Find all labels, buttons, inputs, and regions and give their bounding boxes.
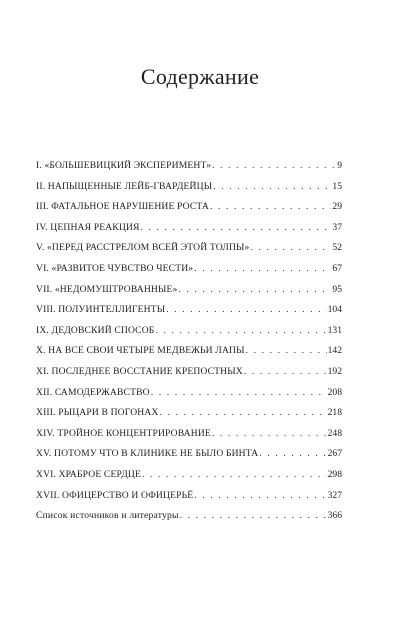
dot-leader (142, 469, 327, 480)
toc-page-number: 192 (327, 365, 342, 377)
toc-entry-title: IV. ЦЕПНАЯ РЕАКЦИЯ (36, 221, 140, 233)
toc-page-number: 142 (327, 345, 342, 357)
dot-leader (259, 448, 326, 459)
toc-entry-title: II. НАПЫЩЕННЫЕ ЛЕЙБ-ГВАРДЕЙЦЫ (36, 180, 213, 192)
toc-page-number: 9 (337, 160, 342, 171)
dot-leader (194, 490, 326, 501)
toc-entry-title: VIII. ПОЛУИНТЕЛЛИГЕНТЫ (36, 304, 166, 316)
toc-entry[interactable] (36, 304, 342, 325)
dot-leader (180, 510, 327, 521)
table-of-contents (36, 160, 342, 531)
toc-page-number: 267 (327, 448, 342, 460)
page-title: Содержание (140, 64, 260, 89)
toc-page-number: 37 (332, 221, 342, 233)
dot-leader (212, 428, 327, 439)
dot-leader (155, 325, 326, 336)
toc-page-number: 248 (327, 427, 342, 439)
toc-page-number: 131 (327, 324, 342, 336)
toc-page-number: 298 (327, 468, 342, 480)
toc-entry[interactable] (36, 325, 342, 346)
toc-entry-title: XVII. ОФИЦЕРСТВО И ОФИЦЕРЬЁ (36, 489, 194, 501)
toc-entry[interactable] (36, 490, 342, 511)
toc-page-number: 327 (327, 489, 342, 501)
toc-entry-title: VII. «НЕДОМУШТРОВАННЫЕ» (36, 283, 178, 295)
toc-entry-title: VI. «РАЗВИТОЕ ЧУВСТВО ЧЕСТИ» (36, 262, 194, 274)
toc-page-number: 366 (327, 510, 342, 522)
toc-page-number: 218 (327, 407, 342, 419)
dot-leader (212, 160, 336, 171)
dot-leader (246, 345, 327, 356)
toc-entry[interactable] (36, 345, 342, 366)
toc-page-number: 208 (327, 386, 342, 398)
toc-entry-title: III. ФАТАЛЬНОЕ НАРУШЕНИЕ РОСТА (36, 201, 209, 213)
dot-leader (213, 181, 331, 192)
toc-entry-title: I. «БОЛЬШЕВИЦКИЙ ЭКСПЕРИМЕНТ» (36, 160, 212, 171)
dot-leader (178, 284, 331, 295)
toc-entry[interactable] (36, 407, 342, 428)
toc-entry[interactable] (36, 284, 342, 305)
toc-entry[interactable] (36, 263, 342, 284)
toc-entry[interactable] (36, 428, 342, 449)
toc-entry[interactable] (36, 242, 342, 263)
toc-page-number: 104 (327, 304, 342, 316)
toc-entry-title: XIV. ТРОЙНОЕ КОНЦЕНТРИРОВАНИЕ (36, 427, 211, 439)
toc-entry[interactable] (36, 448, 342, 469)
toc-entry[interactable] (36, 366, 342, 387)
toc-entry[interactable] (36, 222, 342, 243)
dot-leader (141, 222, 332, 233)
dot-leader (244, 366, 327, 377)
toc-entry[interactable] (36, 181, 342, 202)
toc-entry-title: XV. ПОТОМУ ЧТО В КЛИНИКЕ НЕ БЫЛО БИНТА (36, 448, 259, 460)
toc-entry-title: X. НА ВСЕ СВОИ ЧЕТЫРЕ МЕДВЕЖЬИ ЛАПЫ (36, 345, 245, 357)
toc-entry-title: XI. ПОСЛЕДНЕЕ ВОССТАНИЕ КРЕПОСТНЫХ (36, 365, 243, 377)
toc-entry[interactable] (36, 160, 342, 181)
toc-page-number: 29 (332, 201, 342, 213)
toc-entry-title: XVI. ХРАБРОЕ СЕРДЦЕ (36, 468, 142, 480)
toc-entry-title: XIII. РЫЦАРИ В ПОГОНАХ (36, 407, 159, 419)
dot-leader (210, 201, 331, 212)
dot-leader (194, 263, 331, 274)
toc-page-number: 95 (332, 283, 342, 295)
toc-entry[interactable] (36, 387, 342, 408)
dot-leader (166, 304, 326, 315)
toc-page-number: 15 (332, 180, 342, 192)
toc-page-number: 52 (332, 242, 342, 254)
dot-leader (151, 387, 327, 398)
toc-entry-title: IX. ДЕДОВСКИЙ СПОСОБ (36, 324, 155, 336)
toc-page-number: 67 (332, 262, 342, 274)
toc-entry[interactable] (36, 469, 342, 490)
toc-entry[interactable] (36, 510, 342, 531)
toc-entry-title: XII. САМОДЕРЖАВСТВО (36, 386, 150, 398)
dot-leader (160, 407, 327, 418)
dot-leader (251, 242, 332, 253)
toc-entry[interactable] (36, 201, 342, 222)
toc-entry-title: Список источников и литературы (36, 510, 179, 522)
toc-entry-title: V. «ПЕРЕД РАССТРЕЛОМ ВСЕЙ ЭТОЙ ТОЛПЫ» (36, 242, 250, 254)
